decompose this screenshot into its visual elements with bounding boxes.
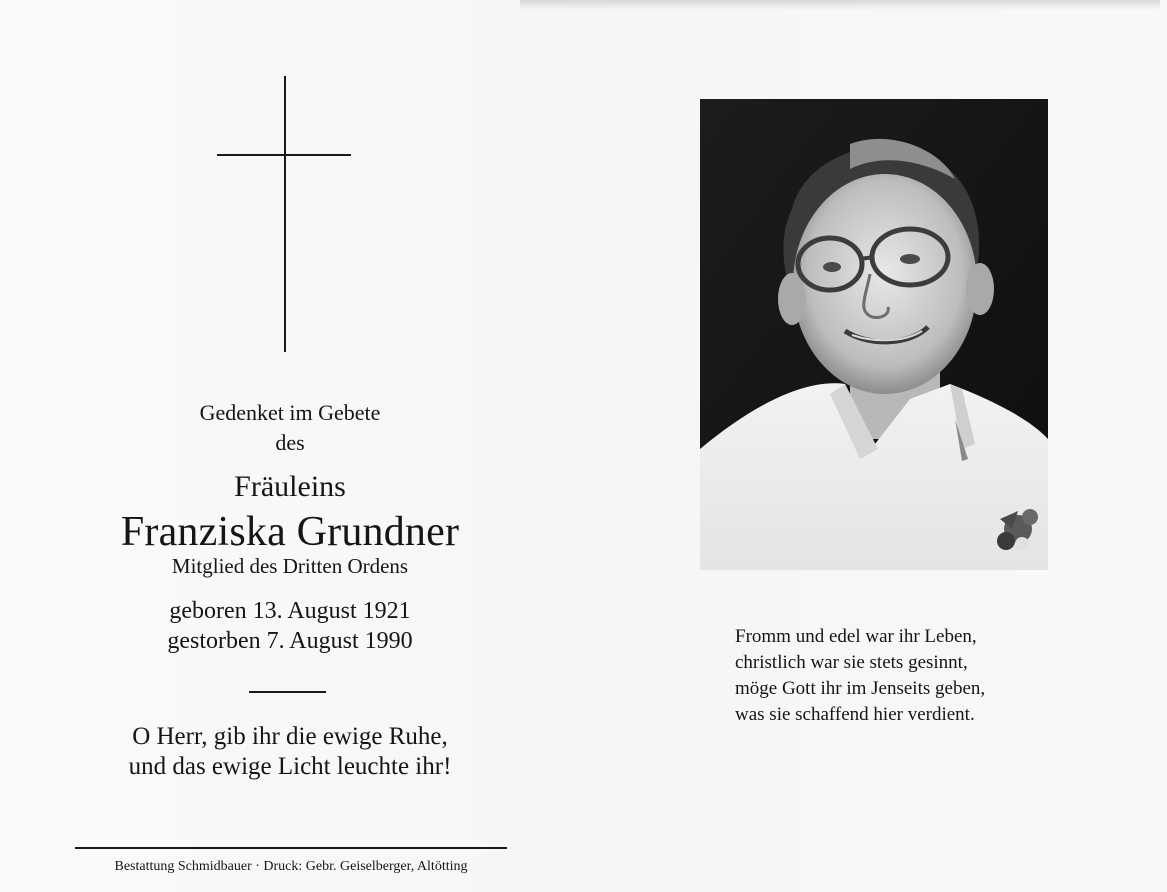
cross-icon-bar: [217, 154, 351, 156]
honorific-title: Fräuleins: [234, 470, 346, 503]
cross-icon: [284, 76, 286, 352]
footer-divider: [75, 847, 507, 849]
memorial-intro-des: des: [275, 430, 305, 455]
verse-line-4: was sie schaffend hier verdient.: [735, 704, 975, 725]
portrait-photo: [700, 99, 1048, 570]
verse-line-3: möge Gott ihr im Jenseits geben,: [735, 678, 986, 699]
printer-imprint: Bestattung Schmidbauer · Druck: Gebr. Geiselberger, Altötting: [114, 859, 468, 874]
membership-line: Mitglied des Dritten Ordens: [171, 554, 409, 578]
prayer-line-1: O Herr, gib ihr die ewige Ruhe,: [132, 723, 448, 750]
prayer-line-2: und das ewige Licht leuchte ihr!: [128, 753, 452, 780]
verse-line-1: Fromm und edel war ihr Leben,: [735, 626, 977, 647]
divider: [249, 691, 326, 693]
fold-shadow: [520, 0, 1160, 10]
birth-date: geboren 13. August 1921: [169, 598, 411, 624]
verse-line-2: christlich war sie stets gesinnt,: [735, 652, 968, 673]
memorial-intro: Gedenket im Gebete: [199, 400, 381, 425]
death-date: gestorben 7. August 1990: [167, 628, 413, 654]
deceased-name: Franziska Grundner: [120, 509, 460, 555]
